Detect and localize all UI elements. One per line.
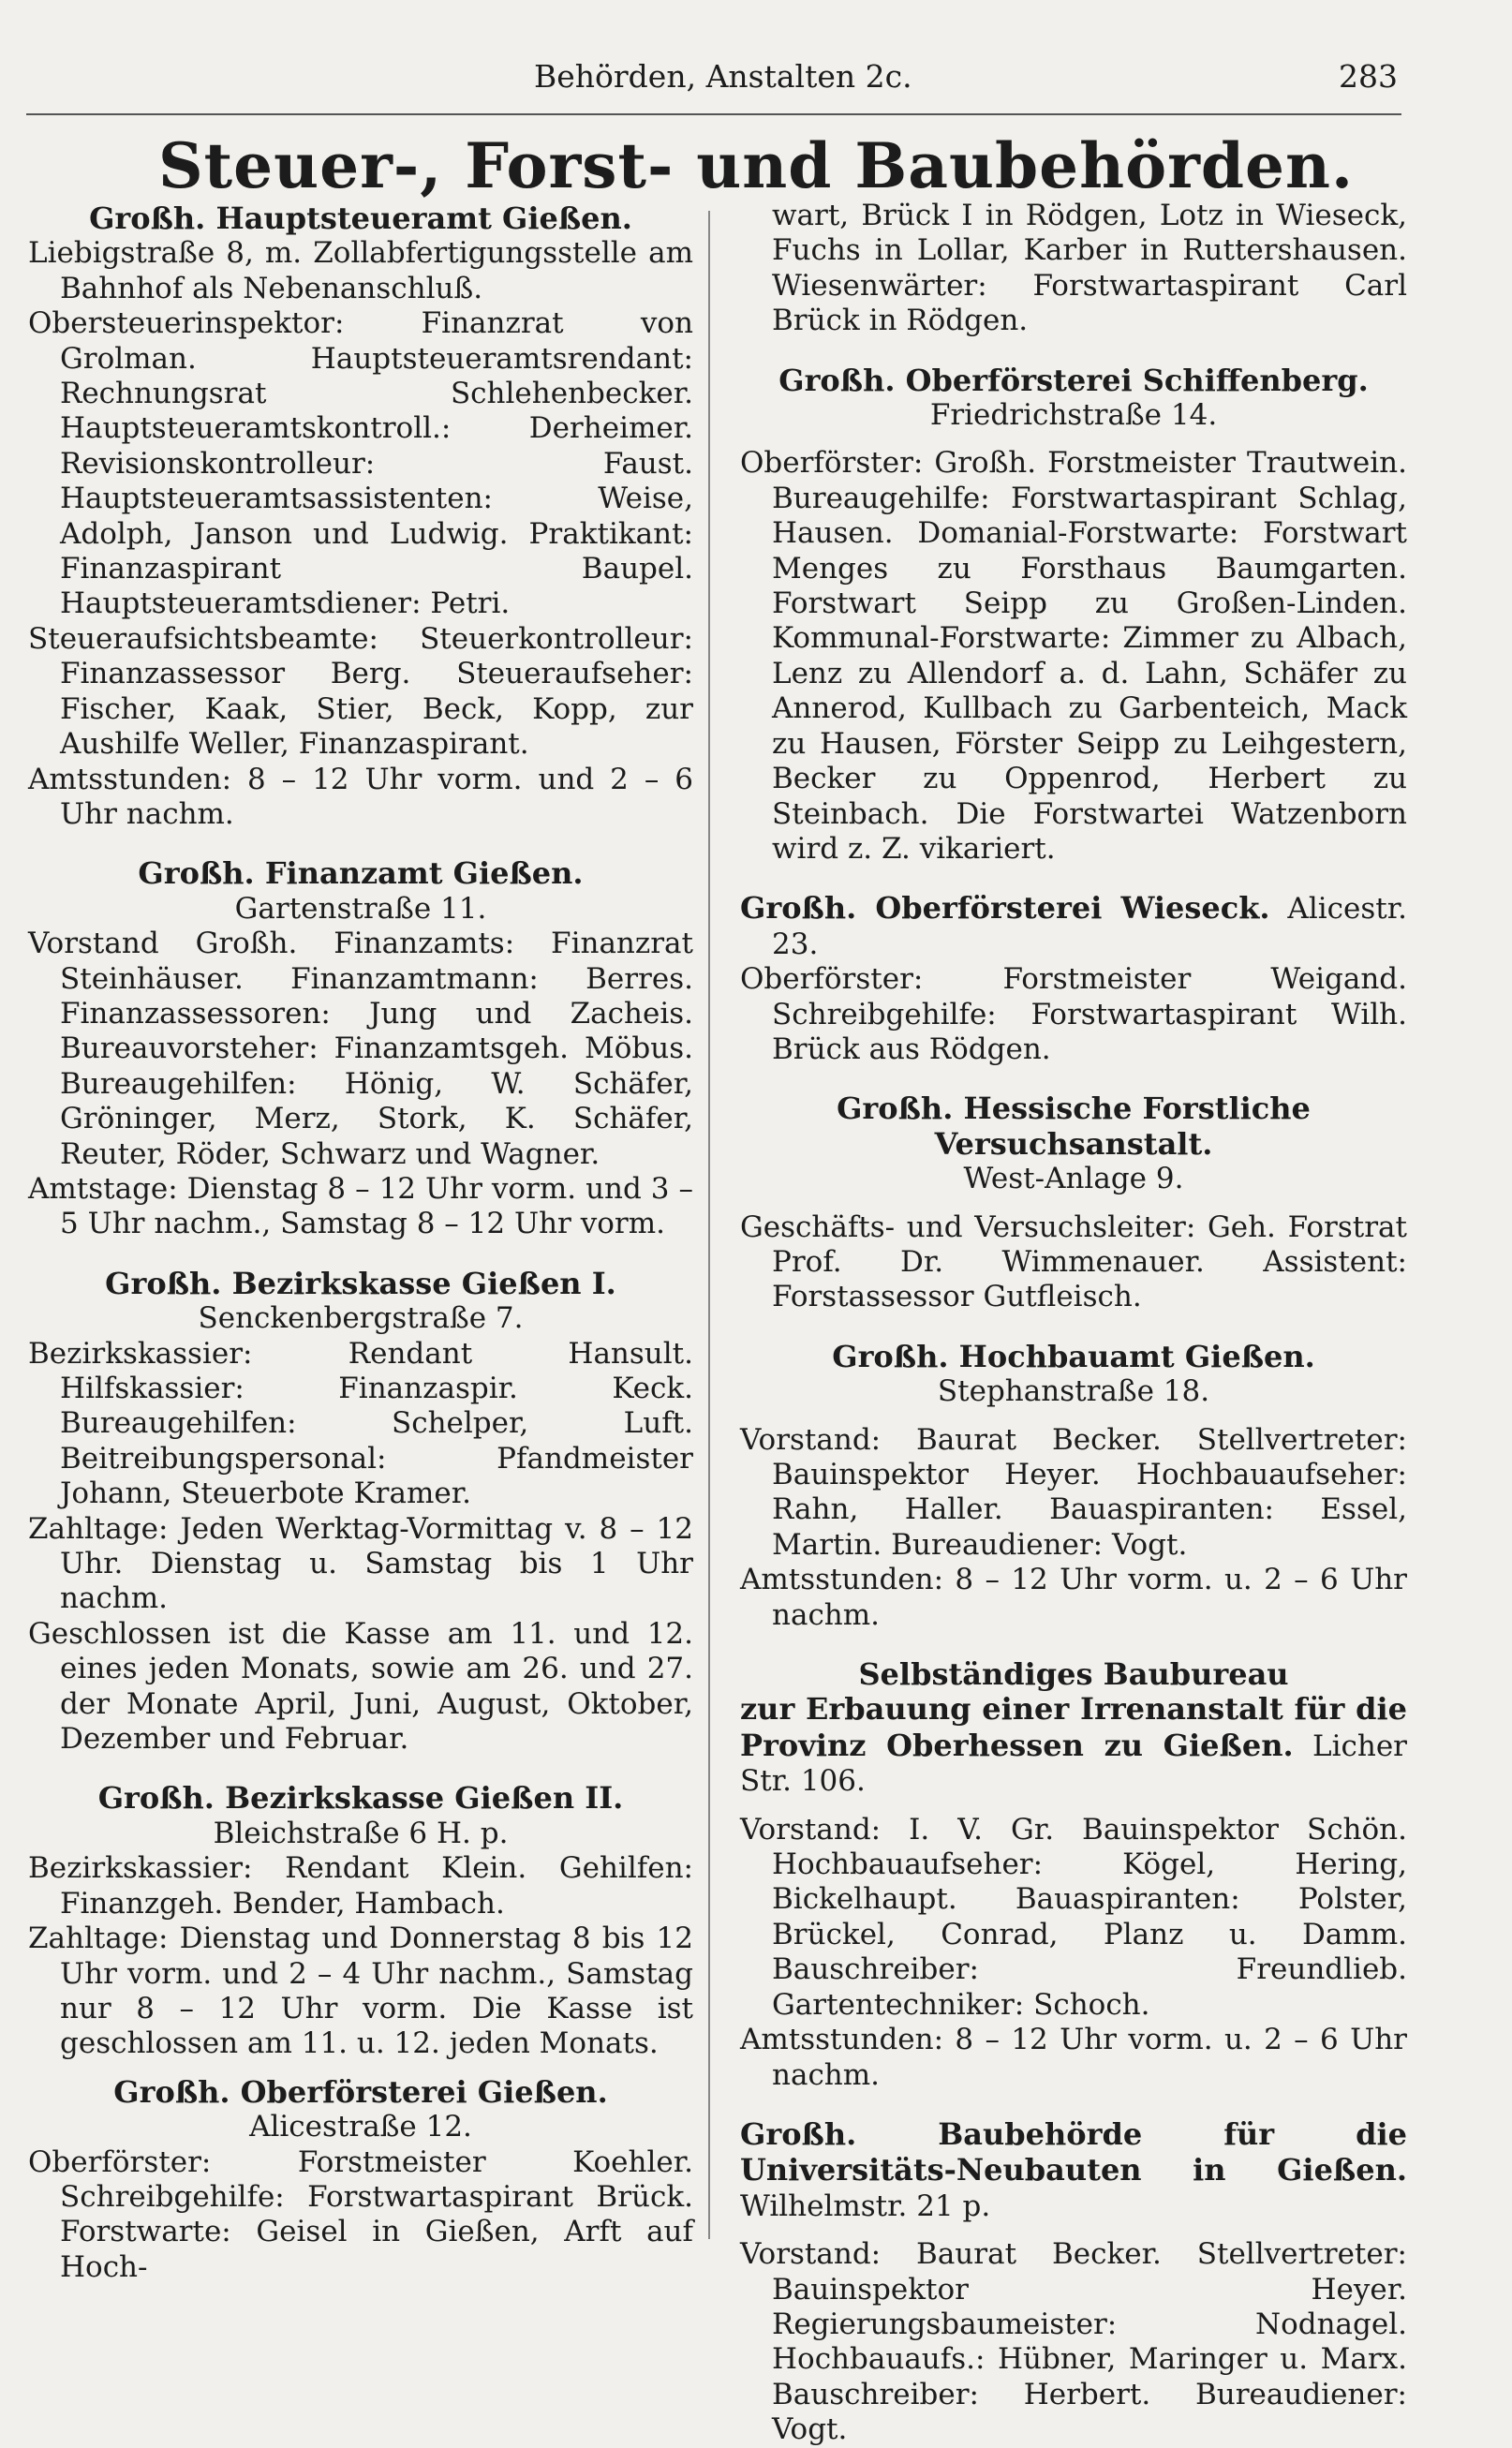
section-heading: Großh. Baubehörde für die Universitäts-Neubauten in Gießen. <box>740 2115 1407 2188</box>
paragraph: Amtsstunden: 8 – 12 Uhr vorm. u. 2 – 6 Uhr nachm. <box>740 2023 1407 2092</box>
paragraph: Steueraufsichtsbeamte: Steuerkontrolleur: Finanzassessor Berg. Steueraufseher: Fischer, Kaak, Stier, Beck, Kopp, zur Aushilfe Weller, Finanzaspirant. <box>28 621 693 762</box>
paragraph: Amtsstunden: 8 – 12 Uhr vorm. u. 2 – 6 Uhr nachm. <box>740 1563 1407 1632</box>
paragraph: Obersteuerinspektor: Finanzrat von Grolman. Hauptsteueramtsrendant: Rechnungsrat Schlehenbecker. Hauptsteueramtskontroll.: Derheimer. Revisionskontrolleur: Faust. Hauptsteueramtsassistenten: Weise, Adolph, Janson und Ludwig. Praktikant: Finanzaspirant Baupel. Hauptsteueramtsdiener: Petri. <box>28 306 693 621</box>
paragraph: Zahltage: Jeden Werktag-Vormittag v. 8 – 12 Uhr. Dienstag u. Samstag bis 1 Uhr nachm. <box>28 1511 693 1616</box>
section-hochbauamt <box>740 1340 1407 1633</box>
section-address: Alicestraße 12. <box>249 2110 472 2144</box>
section-address: West-Anlage 9. <box>963 1162 1184 1196</box>
section-address: Senckenbergstraße 7. <box>198 1301 524 1336</box>
page-number: 283 <box>1339 58 1398 95</box>
column-divider <box>708 211 710 2239</box>
section-oberfoersterei-wieseck <box>740 891 1407 1067</box>
section-hauptsteueramt <box>28 201 693 832</box>
paragraph: Vorstand: I. V. Gr. Bauinspektor Schön. Hochbauaufseher: Kögel, Hering, Bickelhaupt. Bauaspiranten: Polster, Brückel, Conrad, Planz u. Damm. Bauschreiber: Freundlieb. Gartentechniker: Schoch. <box>740 1812 1407 2022</box>
paragraph: Bezirkskassier: Rendant Hansult. Hilfskassier: Finanzaspir. Keck. Bureaugehilfen: Schelper, Luft. Beitreibungspersonal: Pfandmeister Johann, Steuerbote Kramer. <box>28 1336 693 1511</box>
main-title: Steuer-, Forst- und Baubehörden. <box>158 129 1354 202</box>
section-bezirkskasse-2 <box>28 1781 693 2061</box>
section-heading: Großh. Bezirkskasse Gießen II. <box>97 1780 624 1817</box>
header-rule <box>26 113 1401 115</box>
section-address: Licher Str. 106. <box>740 1728 1407 1799</box>
paragraph: Liebigstraße 8, m. Zollabfertigungsstelle am Bahnhof als Nebenanschluß. <box>28 236 693 305</box>
section-address: Wilhelmstr. 21 p. <box>740 2188 991 2223</box>
paragraph: Oberförster: Großh. Forstmeister Trautwein. Bureaugehilfe: Forstwartaspirant Schlag, Hausen. Domanial-Forstwarte: Forstwart Menges zu Forsthaus Baumgarten. Forstwart Seipp zu Großen-Linden. Kommunal-Forstwarte: Zimmer zu Albach, Lenz zu Allendorf a. d. Lahn, Schäfer zu Annerod, Kullbach zu Garbenteich, Mack zu Hausen, Förster Seipp zu Leihgestern, Becker zu Oppenrod, Herbert zu Steinbach. Die Forstwartei Watzenborn wird z. Z. vikariert. <box>740 446 1407 866</box>
paragraph: Geschäfts- und Versuchsleiter: Geh. Forstrat Prof. Dr. Wimmenauer. Assistent: Forstassessor Gutfleisch. <box>740 1209 1407 1314</box>
paragraph: Geschlossen ist die Kasse am 11. und 12. eines jeden Monats, sowie am 26. und 27. der Monate April, Juni, August, Oktober, Dezember und Februar. <box>28 1616 693 1757</box>
section-heading-line <box>740 891 1407 962</box>
running-head <box>0 58 1512 105</box>
section-heading: Großh. Bezirkskasse Gießen I. <box>105 1265 616 1301</box>
section-heading: Großh. Hauptsteueramt Gießen. <box>89 200 632 236</box>
paragraph: Vorstand: Baurat Becker. Stellvertreter: Bauinspektor Heyer. Regierungsbaumeister: Nodnagel. Hochbauaufs.: Hübner, Maringer u. Marx. Bauschreiber: Herbert. Bureaudiener: Vogt. <box>740 2237 1407 2447</box>
paragraph: Vorstand Großh. Finanzamts: Finanzrat Steinhäuser. Finanzamtmann: Berres. Finanzassessoren: Jung und Zacheis. Bureauvorsteher: Finanzamtsgeh. Möbus. Bureaugehilfen: Hönig, W. Schäfer, Gröninger, Merz, Stork, K. Schäfer, Reuter, Röder, Schwarz und Wagner. <box>28 927 693 1171</box>
right-column <box>740 199 1407 2448</box>
section-bezirkskasse-1 <box>28 1267 693 1758</box>
section-universitaets-baubehoerde <box>740 2117 1407 2448</box>
left-column <box>28 201 693 2285</box>
paragraph: Bezirkskassier: Rendant Klein. Gehilfen: Finanzgeh. Bender, Hambach. <box>28 1851 693 1921</box>
section-heading: Großh. Oberförsterei Gießen. <box>113 2073 608 2110</box>
section-heading: Großh. Oberförsterei Schiffenberg. <box>778 362 1369 398</box>
section-heading: Großh. Oberförsterei Wieseck. <box>740 890 1270 927</box>
section-address: Stephanstraße 18. <box>937 1374 1210 1409</box>
paragraph: Amtsstunden: 8 – 12 Uhr vorm. und 2 – 6 Uhr nachm. <box>28 762 693 831</box>
paragraph: Amtstage: Dienstag 8 – 12 Uhr vorm. und 3 – 5 Uhr nachm., Samstag 8 – 12 Uhr vorm. <box>28 1171 693 1241</box>
paragraph: Zahltage: Dienstag und Donnerstag 8 bis 12 Uhr vorm. und 2 – 4 Uhr nachm., Samstag nur 8 – 12 Uhr vorm. Die Kasse ist geschlossen am 11. u. 12. jeden Monats. <box>28 1921 693 2061</box>
section-finanzamt <box>28 856 693 1241</box>
section-heading: Großh. Hessische Forstliche Versuchsanstalt. <box>837 1090 1311 1162</box>
paragraph: Oberförster: Forstmeister Koehler. Schreibgehilfe: Forstwartaspirant Brück. Forstwarte: Geisel in Gießen, Arft auf Hoch- <box>28 2144 693 2284</box>
section-oberfoersterei-schiffenberg <box>740 363 1407 868</box>
section-oberfoersterei-giessen <box>28 2075 693 2285</box>
section-versuchsanstalt <box>740 1091 1407 1314</box>
section-address: Friedrichstraße 14. <box>929 398 1218 433</box>
section-heading: Großh. Hochbauamt Gießen. <box>832 1338 1315 1374</box>
section-heading-line <box>740 1692 1407 1799</box>
section-baubureau <box>740 1657 1407 2093</box>
section-heading: Selbständiges Baubureau <box>858 1656 1289 1693</box>
section-address: Gartenstraße 11. <box>234 891 487 926</box>
section-heading-line <box>740 2117 1407 2224</box>
continued-paragraph: wart, Brück I in Rödgen, Lotz in Wieseck, Fuchs in Lollar, Karber in Ruttershausen. Wiesenwärter: Forstwartaspirant Carl Brück in Rödgen. <box>772 199 1407 338</box>
section-heading: Großh. Finanzamt Gießen. <box>138 855 584 892</box>
section-address: Alicestr. 23. <box>772 892 1407 961</box>
paragraph: Vorstand: Baurat Becker. Stellvertreter: Bauinspektor Heyer. Hochbauaufseher: Rahn, Haller. Bauaspiranten: Essel, Martin. Bureaudiener: Vogt. <box>740 1422 1407 1562</box>
running-title: Behörden, Anstalten 2c. <box>534 58 912 95</box>
section-address: Bleichstraße 6 H. p. <box>213 1816 509 1850</box>
section-heading-continued: zur Erbauung einer Irrenanstalt für die Provinz Oberhessen zu Gießen. <box>740 1691 1407 1763</box>
paragraph: Oberförster: Forstmeister Weigand. Schreibgehilfe: Forstwartaspirant Wilh. Brück aus Rödgen. <box>740 962 1407 1066</box>
